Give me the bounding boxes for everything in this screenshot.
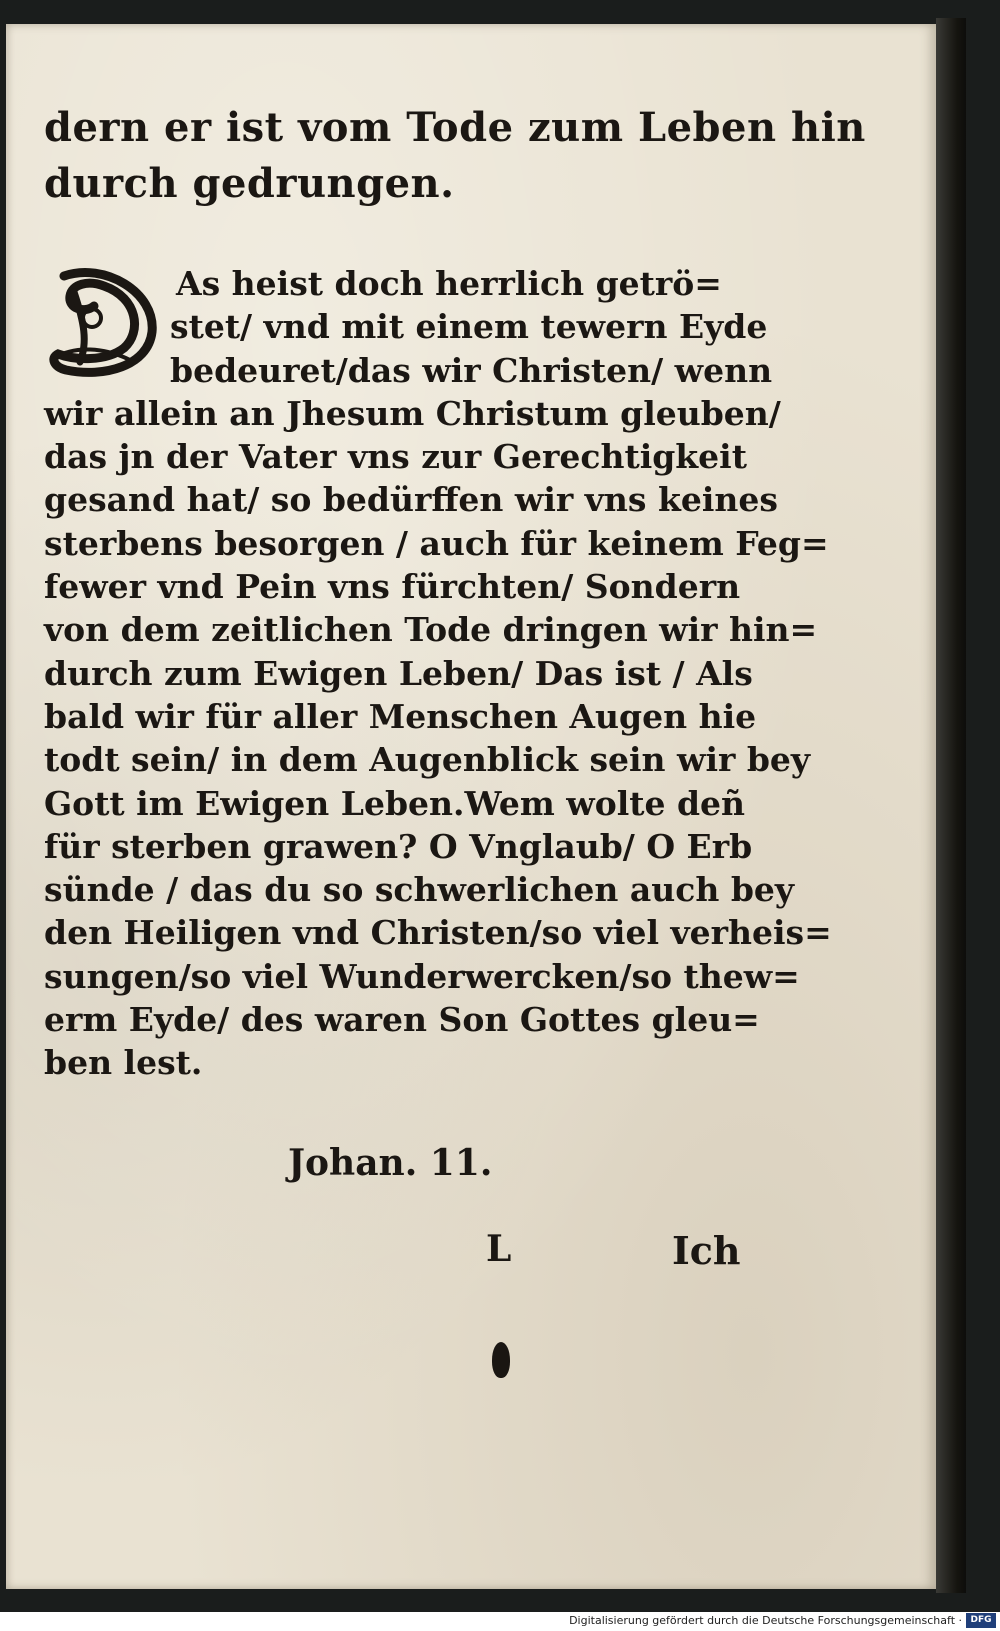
heading-line: durch gedrungen. xyxy=(44,160,455,207)
body-paragraph xyxy=(44,262,832,1085)
body-line: sünde / das du so schwerlichen auch bey xyxy=(44,870,795,910)
page-edge xyxy=(936,18,966,1593)
body-line: für sterben grawen? O Vnglaub/ O Erb xyxy=(44,826,753,866)
body-line: Gott im Ewigen Leben.Wem wolte deñ xyxy=(44,783,746,823)
heading-block xyxy=(44,100,866,212)
body-line: stet/ vnd mit einem tewern Eyde xyxy=(170,307,768,347)
body-line: erm Eyde/ des waren Son Gottes gleu= xyxy=(44,1000,760,1040)
footer-credit: Digitalisierung gefördert durch die Deutsche Forschungsgemeinschaft · xyxy=(569,1614,962,1627)
body-line: sterbens besorgen / auch für keinem Feg= xyxy=(44,523,829,563)
body-line: wir allein an Jhesum Christum gleuben/ xyxy=(44,393,781,433)
body-line: fewer vnd Pein vns fürchten/ Sondern xyxy=(44,567,741,607)
heading-line: dern er ist vom Tode zum Leben hin xyxy=(44,104,866,151)
body-line: ben lest. xyxy=(44,1043,203,1083)
body-line: gesand hat/ so bedürffen wir vns keines xyxy=(44,480,778,520)
dfg-logo-icon[interactable]: DFG xyxy=(966,1613,996,1628)
body-line: sungen/so viel Wunderwercken/so thew= xyxy=(44,956,800,996)
body-line: das jn der Vater vns zur Gerechtigkeit xyxy=(44,437,747,477)
signature-mark: L xyxy=(486,1228,512,1270)
body-line: von dem zeitlichen Tode dringen wir hin= xyxy=(44,610,818,650)
body-line: durch zum Ewigen Leben/ Das ist / Als xyxy=(44,653,753,693)
body-line: As heist doch herrlich getrö= xyxy=(176,264,722,303)
body-line: den Heiligen vnd Christen/so viel verheis= xyxy=(44,913,832,953)
body-line: bedeuret/das wir Christen/ wenn xyxy=(170,350,773,390)
body-line: todt sein/ in dem Augenblick sein wir bey xyxy=(44,740,811,780)
body-line: bald wir für aller Menschen Augen hie xyxy=(44,696,757,736)
ink-blot xyxy=(492,1342,510,1378)
catchword: Ich xyxy=(672,1228,741,1273)
bible-reference: Johan. 11. xyxy=(288,1142,493,1184)
